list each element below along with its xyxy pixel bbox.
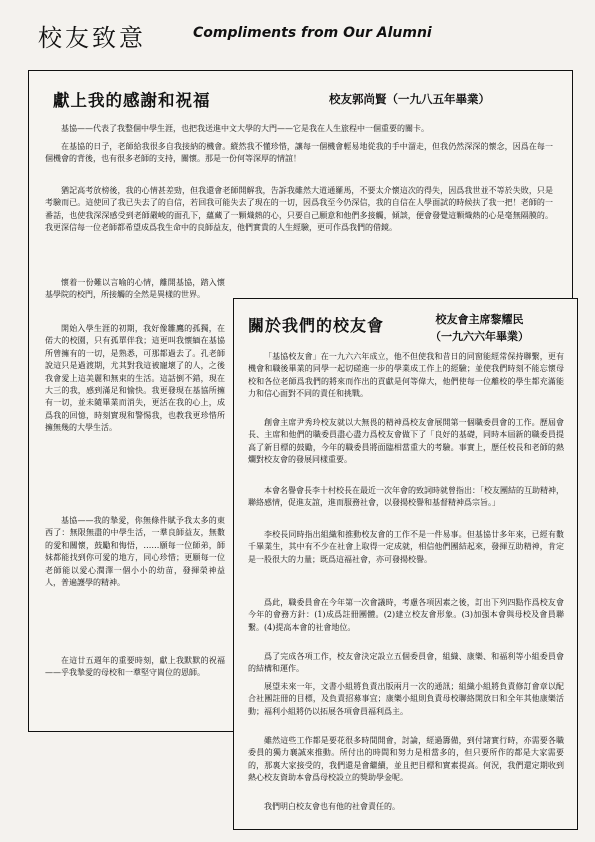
page-title-chinese: 校友致意 <box>38 24 146 52</box>
article-gratitude-paragraph: 基協——我的摯愛，你無條件賦予我太多的東西了：無限無盡的中學生活，一羣良師益友，無數的愛和關懷，鼓勵和悔悟，……願每一位師弟，師妹都能找到你可愛的地方，同心珍惜；更願每一位老師能以愛心潤澤一個小小的幼苗，發揮榮神益人，普遍護學的精神。 <box>45 516 225 588</box>
article-alumni-paragraph: 「基協校友會」在一九六六年成立，他不但使我和昔日的同窗能經常保持聯繫，更有機會和職後畢業的同學一起切磋進一步的學業成工作上的經驗；並使我們時刻不能忘懷母校和各位老師爲我們的將來而作出的貢獻是何等偉大，他們使每一位離校的學生都充滿能力和信心面對不同的責任和挑戰。 <box>248 352 564 399</box>
article-gratitude-paragraph: 猶記高考放榜後，我的心情甚差勁，但我還會老師開解我，告訴我雖然大道通羅馬，不要太介懷這次的得失，因爲我世並不等於失敗，只是考驗而已。這使回了我已失去了的自信，若回我可能失去了現在的一切，因爲我至今仍深信，我的自信在人學面試的時候扶了我一把！老師的一番話，也使我深深感受到老師嚴峻的面孔下，蘊藏了一顆熾熱的心，只要自己願意和他們多接觸，傾談，便會發覺這顆熾熱的心是毫無隔膜的。我更深信每一位老師都希望成爲我生命中的良師益友，他們實貴的人生經驗，更可作爲我們的借鏡。 <box>45 186 553 233</box>
article-alumni-paragraph: 雖然這些工作都是要花很多時間開會，討論，經過籌備，到付諸實行時，亦需要各職委員的獨力襄誠來推動。所付出的時間和努力是相當多的，但只要所作的都是大家需要的，那裏大家接受的，我們還是會繼續，並且把目標和實素提高。何況，我們還定期收到熱心校友資助本會爲母校設立的獎助學金呢。 <box>248 736 564 783</box>
article-gratitude-title: 獻上我的感謝和祝福 <box>53 91 211 110</box>
article-alumni-paragraph: 我們明白校友會也有他的社會責任的。 <box>264 802 400 811</box>
article-gratitude-paragraph: 開始入學生涯的初期，我好像雛鷹的孤獨，在偌大的校園，只有孤單伴我；這更叫我懷緬在基協所曾擁有的一切，是熟悉，可那都過去了。孔老師說這只是過渡期，尤其對我這被寵壞了的人，之後我會愛上這美麗和無束的生活。這話倒不錯，現在大三的我，感到滿足和愉快。我更發現在基協所擁有一切，並未隨畢業而消失，更活在我的心上，成爲我的回憶，時刻實現和警惕我，也教我更珍惜所擁無幾的大學生活。 <box>45 324 225 433</box>
article-gratitude-paragraph: 在這廿五週年的重要時刻，獻上我默默的祝福——乎我摯愛的母校和一羣堅守崗位的恩師。 <box>45 656 225 678</box>
article-alumni-paragraph: 本會名譽會長李十村校長在最近一次年會的致詞時就曾指出：「校友團結的互助精神，聯絡感情，促進友誼，進而服務社會，以發揚校譽和基督精神爲宗旨。」 <box>248 486 564 508</box>
article-alumni-paragraph: 李校長同時指出組織和推動校友會的工作不是一件易事。但基協廿多年來，已經有數千畢業生，其中有不少在社會上取得一定成就，相信他們團結起來，發揮互助精神，肯定是一股很大的力量；既爲這福社會，亦可發揚校譽。 <box>248 530 564 564</box>
article-gratitude-paragraph: 基協——代表了我整個中學生涯，也把我送進中文大學的大門——它是我在人生旅程中一個重要的關卡。 <box>61 124 429 133</box>
article-gratitude-byline: 校友郭尚賢（一九八五年畢業） <box>329 92 490 106</box>
article-alumni-paragraph: 創會主席尹秀玲校友就以大無畏的精神爲校友會展開第一個職委員會的工作。歷屆會長、主席和他們的職委員盡心盡力爲校友會做下了「良好的基礎，同時本屆新的職委員提高了新目標的鼓勵，今年的職委員將面臨相當重大的考驗。事實上，歷任校長和老師的熱爛對校友會的發展同樣重要。 <box>248 418 564 465</box>
article-alumni-paragraph: 爲此，職委員會在今年第一次會議時，考慮各項因素之後，訂出下列四點作爲校友會今年的會務方針：(1)成爲註冊團體。(2)建立校友會形象。(3)加强本會與母校及會員聯繫。(4)提高本會的社會地位。 <box>248 598 564 632</box>
article-alumni-paragraph: 爲了完成各項工作，校友會決定設立五個委員會，組織、康樂、和福利等小組委員會的結構和運作。 <box>248 652 564 674</box>
article-alumni-association-byline <box>430 311 529 345</box>
article-gratitude-paragraph: 在基協的日子，老師給我很多自我接納的機會。縱然我不懂珍惜，讓每一個機會輕易地從我的手中溜走，但我仍然深深的懷念，因爲在每一個機會的背後，也有很多老師的支持，關懷。那是一份何等深厚的情誼！ <box>45 142 553 164</box>
byline-author: 校友會主席黎耀民 <box>435 313 524 326</box>
page-title-english: Compliments from Our Alumni <box>193 25 432 41</box>
article-alumni-paragraph: 展望未來一年，文書小組將負責出版兩月一次的通訊；組織小組將負責修訂會章以配合社團註冊的目標，及負責招募事宜；康樂小組則負責母校聯絡開放日和全年其他康樂活動；福利小組將仍以拓展各項會員福利爲主。 <box>248 682 564 716</box>
byline-graduation-year: （一九六六年畢業） <box>430 330 529 343</box>
article-alumni-association-title: 關於我們的校友會 <box>248 316 385 335</box>
article-alumni-association <box>233 298 578 830</box>
article-gratitude-paragraph: 懷着一份難以言喻的心情，離開基協，踏入懷基學院的校門，所接觸的全然是異樣的世界。 <box>45 278 225 300</box>
page-header <box>38 18 558 52</box>
